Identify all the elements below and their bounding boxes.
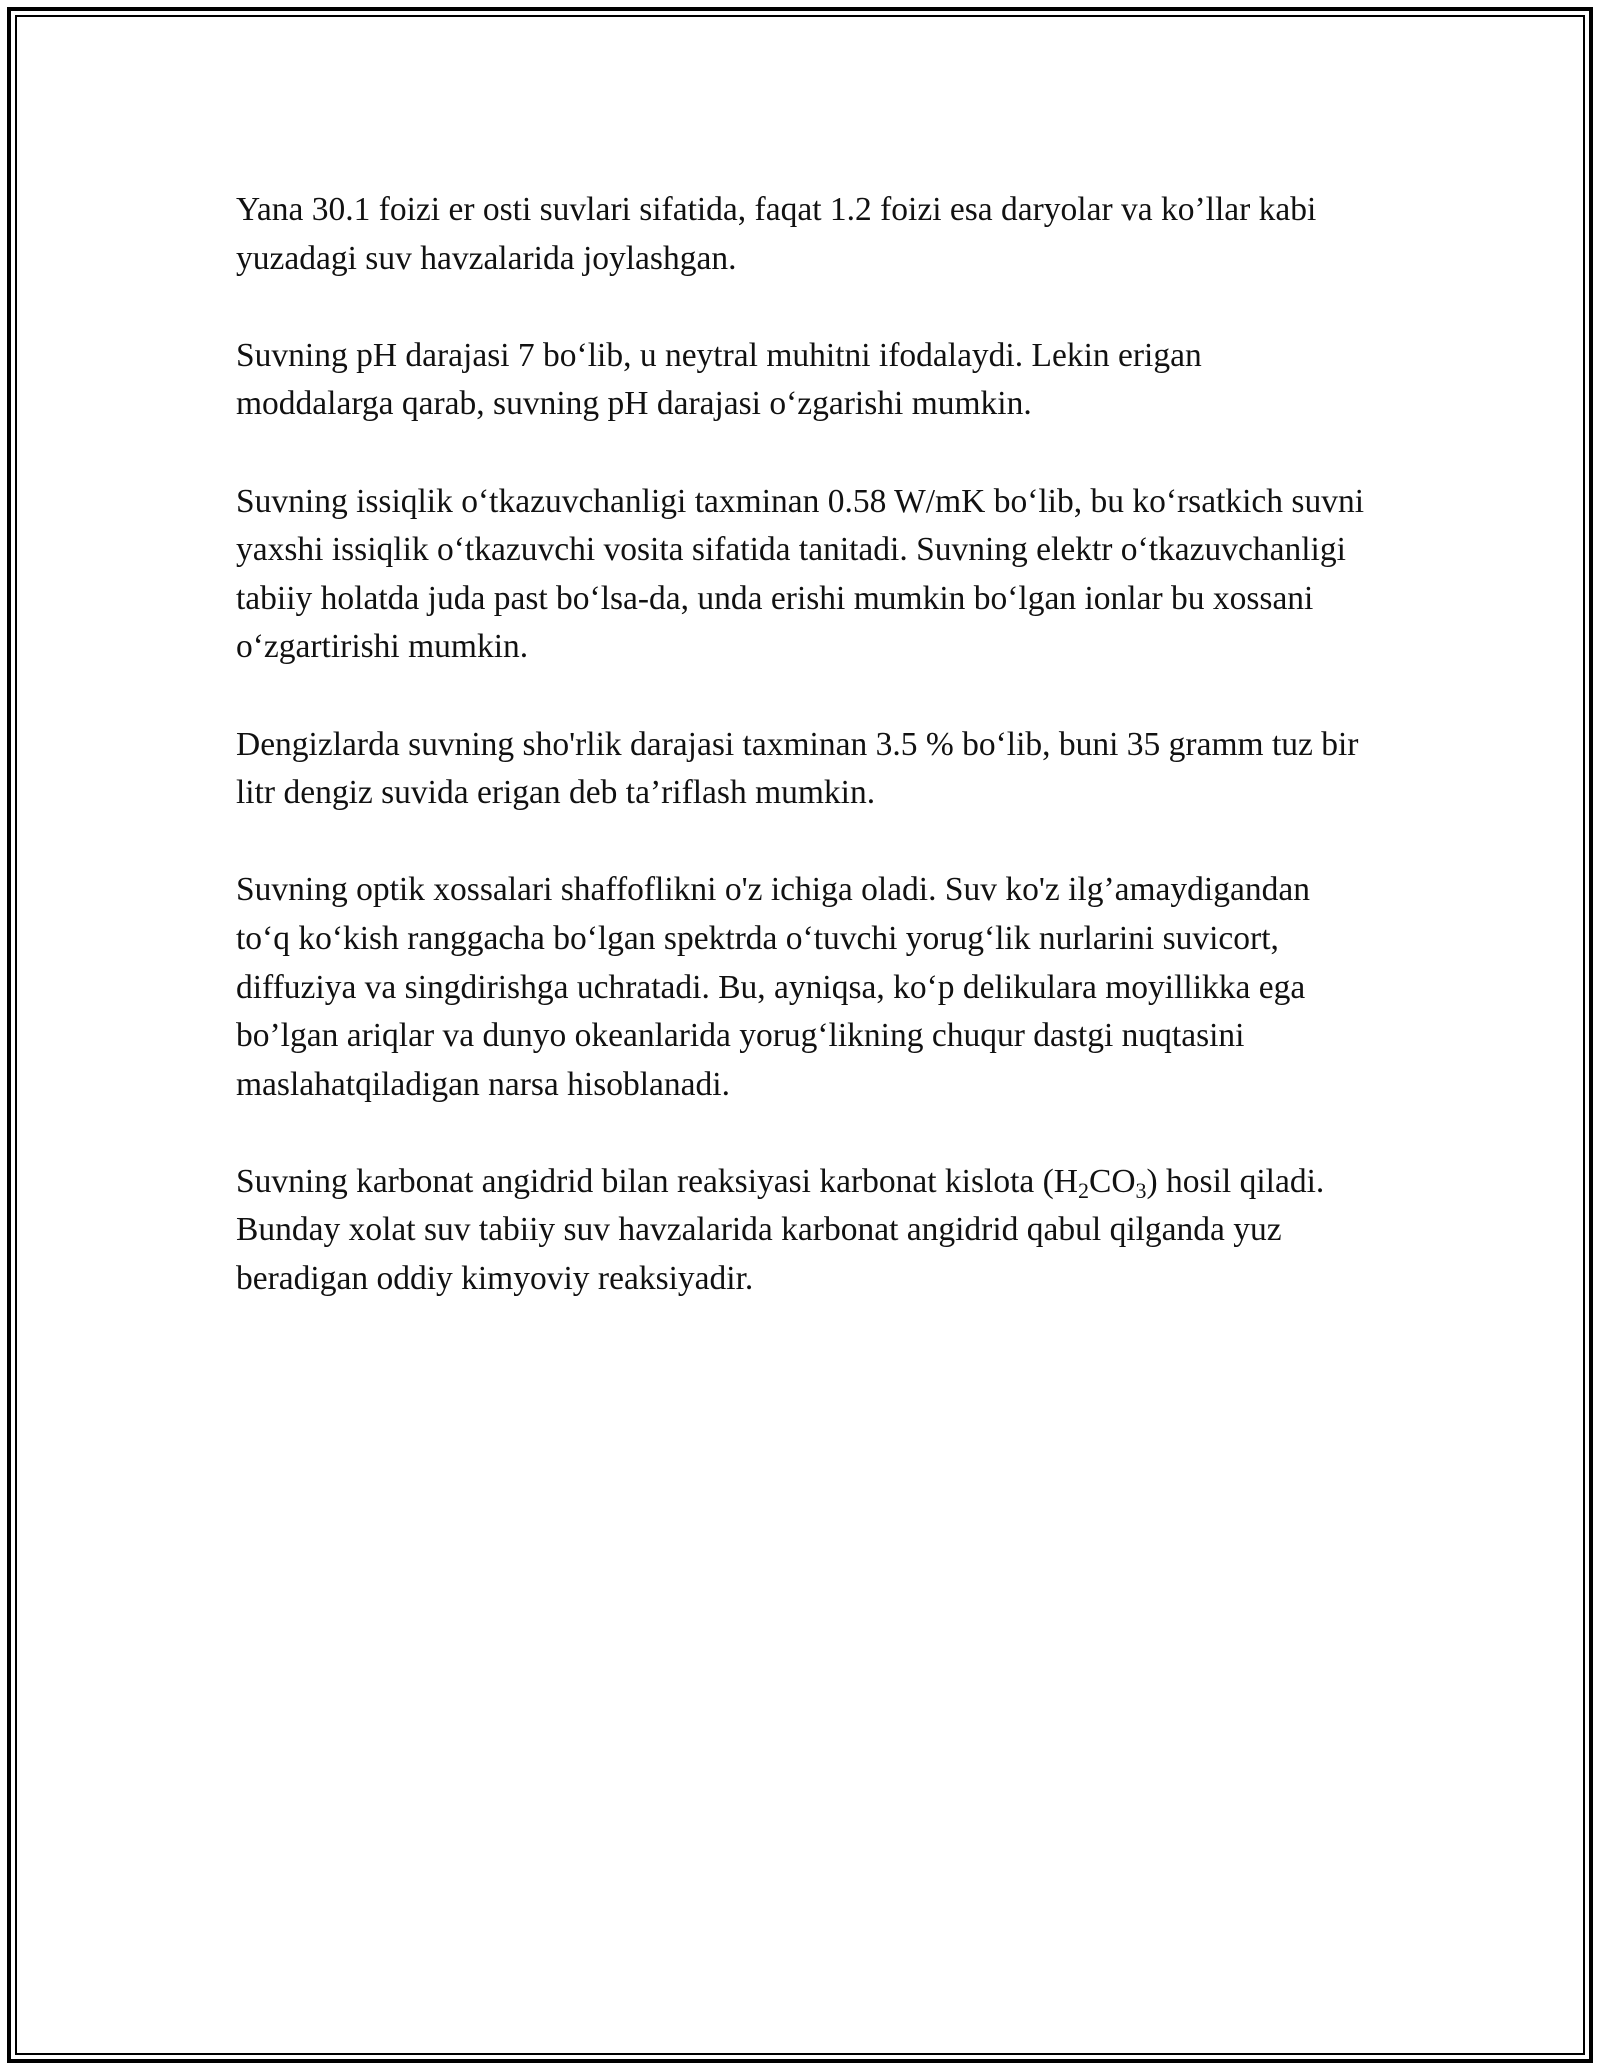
document-body bbox=[236, 186, 1366, 1352]
paragraph-groundwater: Yana 30.1 foizi er osti suvlari sifatida, faqat 1.2 foizi esa daryolar va ko’llar kabi yuzadagi suv havzalarida joylashgan. bbox=[236, 191, 1317, 277]
formula-hydrogen: H bbox=[1053, 1162, 1078, 1200]
carbonic-text-after: ) hosil qiladi. Bunday xolat suv tabiiy suv havzalarida karbonat angidrid qabul qilganda yuz beradigan oddiy kimyoviy reaksiyadir. bbox=[236, 1162, 1325, 1298]
paragraph-optical-properties: Suvning optik xossalari shaffoflikni o'z ichiga oladi. Suv ko'z ilg’amaydigandan to‘q ko‘kish ranggacha bo‘lgan spektrda o‘tuvchi yorug‘lik nurlarini suvicort, diffuziya va singdirishga uchratadi. Bu, ayniqsa, ko‘p delikulara moyillikka ega bo’lgan ariqlar va dunyo okeanlarida yorug‘likning chuqur dastgi nuqtasini maslahatqiladigan narsa hisoblanadi. bbox=[236, 871, 1310, 1103]
paragraph-salinity: Dengizlarda suvning sho'rlik darajasi taxminan 3.5 % bo‘lib, buni 35 gramm tuz bir litr dengiz suvida erigan deb ta’riflash mumkin. bbox=[236, 725, 1359, 812]
formula-subscript-2: 2 bbox=[1077, 1178, 1089, 1204]
paragraph-carbonic-acid bbox=[236, 1158, 1366, 1304]
paragraph-conductivity: Suvning issiqlik o‘tkazuvchanligi taxminan 0.58 W/mK bo‘lib, bu ko‘rsatkich suvni yaxshi issiqlik o‘tkazuvchi vosita sifatida tanitadi. Suvning elektr o‘tkazuvchanligi tabiiy holatda juda past bo‘lsa-da, unda erishi mumkin bo‘lgan ionlar bu xossani o‘zgartirishi mumkin. bbox=[236, 482, 1365, 666]
formula-carbon-oxygen: CO bbox=[1088, 1162, 1136, 1200]
carbonic-text-before: Suvning karbonat angidrid bilan reaksiyasi karbonat kislota ( bbox=[236, 1162, 1054, 1200]
paragraph-ph-level: Suvning pH darajasi 7 bo‘lib, u neytral muhitni ifodalaydi. Lekin erigan moddalarga qarab, suvning pH darajasi o‘zgarishi mumkin. bbox=[236, 336, 1202, 423]
formula-subscript-3: 3 bbox=[1135, 1178, 1147, 1204]
chemical-formula bbox=[1053, 1162, 1147, 1204]
